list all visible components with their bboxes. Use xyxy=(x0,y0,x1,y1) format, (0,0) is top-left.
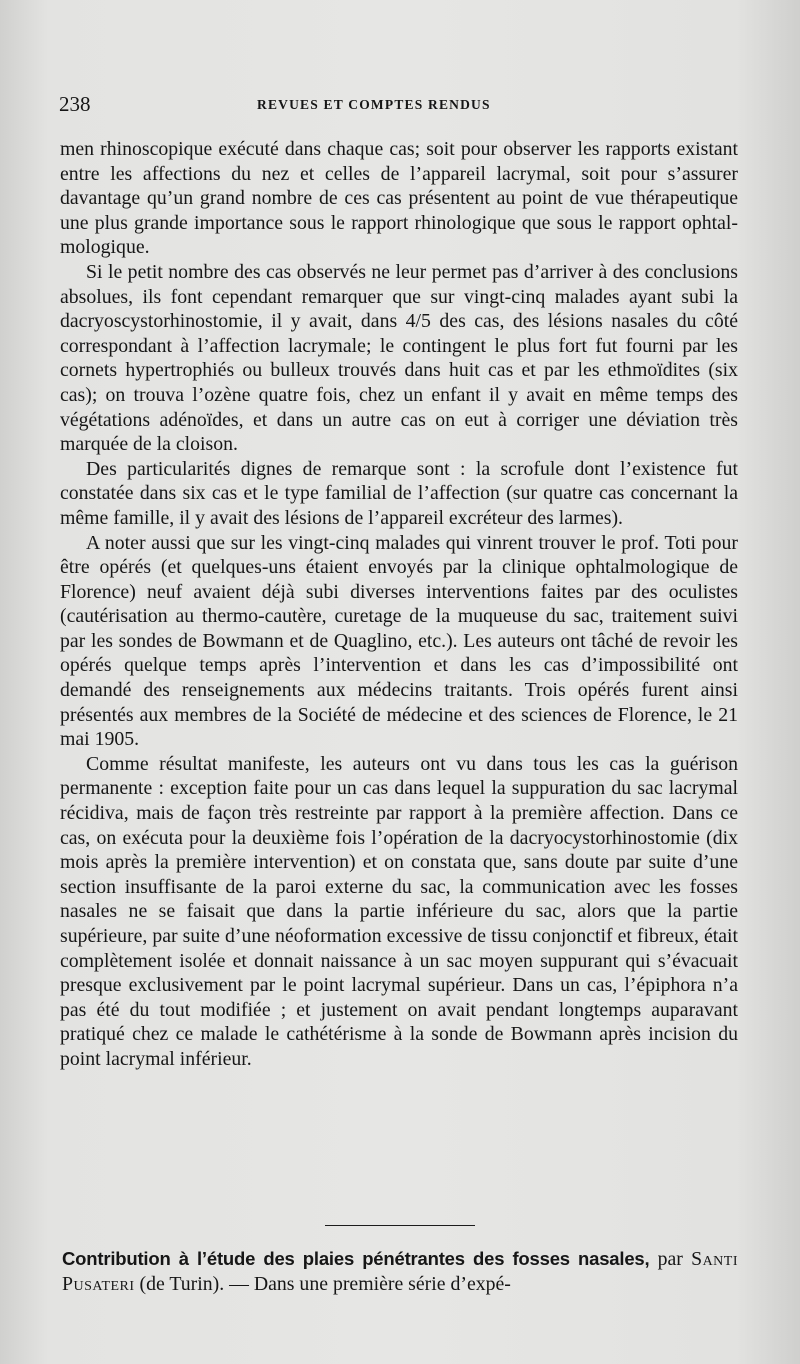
paragraph: Comme résultat manifeste, les auteurs ont vu dans tous les cas la guérison permanente : exception faite pour un cas dans lequel la suppuration du sac lacrymal récidiva, mais de façon très restreinte par rapport à la première affection. Dans ce cas, on exécuta pour la deuxième fois l’opération de la dacryocystorhinostomie (dix mois après la première intervention) et on constata que, sans doute par suite d’une section insuffisante de la paroi externe du sac, la communication avec les fosses nasales ne se faisait que dans la partie inférieure du sac, alors que la partie supérieure, par suite d’une néoformation excessive de tissu conjonctif et fibreux, était complètement isolée et donnait naissance à un sac moyen suppurant qui s’évacuait presque exclusivement par le point lacrymal supérieur. Dans un cas, l’épiphora n’a pas été du tout modifiée ; et justement on avait pendant longtemps auparavant pratiqué chez ce malade le cathétérisme à la sonde de Bowmann après incision du point lacrymal inférieur. xyxy=(60,752,738,1070)
paragraph: Si le petit nombre des cas observés ne leur permet pas d’arriver à des conclusions absolues, ils font cependant remarquer que sur vingt-cinq malades ayant subi la dacryoscystorhinostomie, il y avait, dans 4/5 des cas, des lésions nasales du côté correspondant à l’affection lacrymale; le contingent le plus fort fut fourni par les cornets hypertrophiés ou bulleux trouvés dans huit cas et par les ethmoïdites (six cas); on trouva l’ozène quatre fois, chez un enfant il y avait en même temps des végétations adénoïdes, et dans un autre cas on eut à corriger une déviation très marquée de la cloison. xyxy=(60,260,738,456)
page-number: 238 xyxy=(59,92,91,116)
article-author: Santi Pusateri xyxy=(62,1248,738,1295)
article-lead-text: — Dans une première série d’expé- xyxy=(229,1273,511,1295)
article-title: Contribution à l’étude des plaies pénétrantes des fosses nasales, xyxy=(62,1248,650,1269)
next-article-start xyxy=(62,1246,738,1297)
review-body xyxy=(60,137,738,1072)
paragraph-continued: men rhinoscopique exécuté dans chaque cas; soit pour observer les rapports existant entre les affections du nez et celles de l’appareil lacrymal, soit pour s’assurer davantage qu’un grand nombre de ces cas présentent au point de vue thérapeutique une plus grande importance sous le rapport rhinologique que sous le rapport ophtalmologique. xyxy=(60,138,738,259)
article-by: par xyxy=(657,1248,683,1270)
paragraph: Des particularités dignes de remarque sont : la scrofule dont l’existence fut constatée dans six cas et le type familial de l’affection (sur quatre cas concernant la même famille, il y avait des lésions de l’appareil excréteur des larmes). xyxy=(60,457,738,529)
page-header xyxy=(59,92,759,122)
running-title: REVUES ET COMPTES RENDUS xyxy=(257,97,491,112)
section-divider xyxy=(325,1225,475,1226)
article-affiliation: (de Turin). xyxy=(139,1273,225,1295)
paragraph: A noter aussi que sur les vingt-cinq malades qui vinrent trouver le prof. Toti pour être opérés (et quelques-uns étaient envoyés par la clinique ophtalmologique de Florence) neuf avaient déjà subi diverses interventions faites par des oculistes (cautérisation au thermo-cautère, curetage de la muqueuse du sac, traitement suivi par les sondes de Bowmann et de Quaglino, etc.). Les auteurs ont tâché de revoir les opérés quelque temps après l’intervention et dans les cas d’impossibilité ont demandé des renseignements aux médecins traitants. Trois opérés furent ainsi présentés aux membres de la Société de médecine et des sciences de Florence, le 21 mai 1905. xyxy=(60,531,738,751)
